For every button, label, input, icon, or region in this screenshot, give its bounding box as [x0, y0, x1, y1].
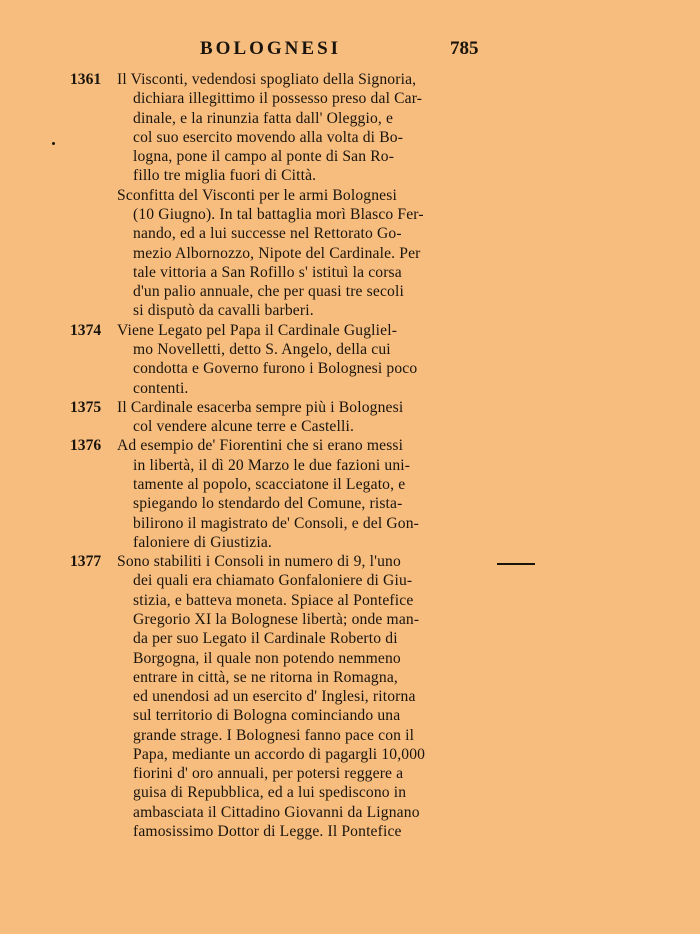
entry-year: 1361 — [70, 71, 102, 88]
text-line: faloniere di Giustizia. — [133, 533, 272, 551]
running-title: BOLOGNESI — [200, 38, 342, 59]
entry-year: 1377 — [70, 553, 102, 571]
text-line: Ad esempio de' Fiorentini che si erano messi — [117, 437, 404, 455]
entry-year: 1375 — [70, 398, 102, 416]
text-line: logna, pone il campo al ponte di San Ro- — [133, 148, 395, 166]
text-line: entrare in città, se ne ritorna in Romagna, — [133, 668, 398, 686]
ink-speck — [52, 142, 55, 145]
text-line: col suo esercito movendo alla volta di Bo- — [133, 128, 404, 146]
text-line: dichiara illegittimo il possesso preso dal Car- — [133, 90, 423, 108]
text-line: dinale, e la rinunzia fatta dall' Oleggio, e — [133, 109, 394, 127]
text-line: Sono stabiliti i Consoli in numero di 9, l'uno — [117, 553, 401, 571]
text-line: Viene Legato pel Papa il Cardinale Gugliel- — [117, 321, 398, 339]
text-line: guisa di Repubblica, ed a lui spediscono in — [133, 784, 407, 802]
entry-year: 1376 — [70, 437, 102, 455]
text-line: si disputò da cavalli barberi. — [133, 302, 314, 320]
text-line: sul territorio di Bologna cominciando una — [133, 707, 401, 725]
text-line: stizia, e batteva moneta. Spiace al Pontefice — [133, 591, 414, 609]
text-line: nando, ed a lui successe nel Rettorato Go- — [133, 225, 402, 243]
text-line: Papa, mediante un accordo di pagargli 10,000 — [133, 745, 426, 763]
text-line: Il Visconti, vedendosi spogliato della Signoria, — [117, 71, 417, 88]
text-line: contenti. — [133, 379, 189, 397]
text-line: Borgogna, il quale non potendo nemmeno — [133, 649, 401, 667]
margin-dash — [497, 563, 535, 565]
text-line: Sconfitta del Visconti per le armi Bolognesi — [117, 186, 397, 204]
text-line: condotta e Governo furono i Bolognesi poco — [133, 360, 418, 378]
text-line: bilirono il magistrato de' Consoli, e del Gon- — [133, 514, 420, 532]
text-line: (10 Giugno). In tal battaglia morì Blasco Fer- — [133, 206, 424, 223]
text-line: d'un palio annuale, che per quasi tre secoli — [133, 283, 404, 301]
text-line: spiegando lo stendardo del Comune, rista- — [133, 495, 403, 513]
text-line: mo Novelletti, detto S. Angelo, della cui — [133, 340, 391, 358]
text-line: da per suo Legato il Cardinale Roberto di — [133, 630, 398, 648]
text-line: Gregorio XI la Bolognese libertà; onde man- — [133, 610, 420, 628]
text-line: fiorini d' oro annuali, per potersi reggere a — [133, 765, 404, 783]
text-line: Il Cardinale esacerba sempre più i Bolognesi — [117, 398, 404, 416]
text-line: ed unendosi ad un esercito d' Inglesi, ritorna — [133, 688, 416, 705]
text-line: famosissimo Dottor di Legge. Il Pontefice — [133, 823, 402, 840]
text-line: mezio Albornozzo, Nipote del Cardinale. Per — [133, 244, 421, 262]
text-line: dei quali era chiamato Gonfaloniere di Giu- — [133, 572, 413, 590]
text-line: grande strage. I Bolognesi fanno pace con il — [133, 726, 415, 744]
text-line: in libertà, il dì 20 Marzo le due fazioni uni- — [133, 456, 411, 474]
text-line: fillo tre miglia fuori di Città. — [133, 167, 317, 185]
text-line: tamente al popolo, scacciatone il Legato, e — [133, 475, 406, 493]
entry-year: 1374 — [70, 321, 102, 339]
text-line: col vendere alcune terre e Castelli. — [133, 418, 355, 436]
text-line: tale vittoria a San Rofillo s' istituì la corsa — [133, 263, 402, 281]
page-number: 785 — [450, 38, 479, 59]
text-line: ambasciata il Cittadino Giovanni da Lignano — [133, 803, 420, 821]
